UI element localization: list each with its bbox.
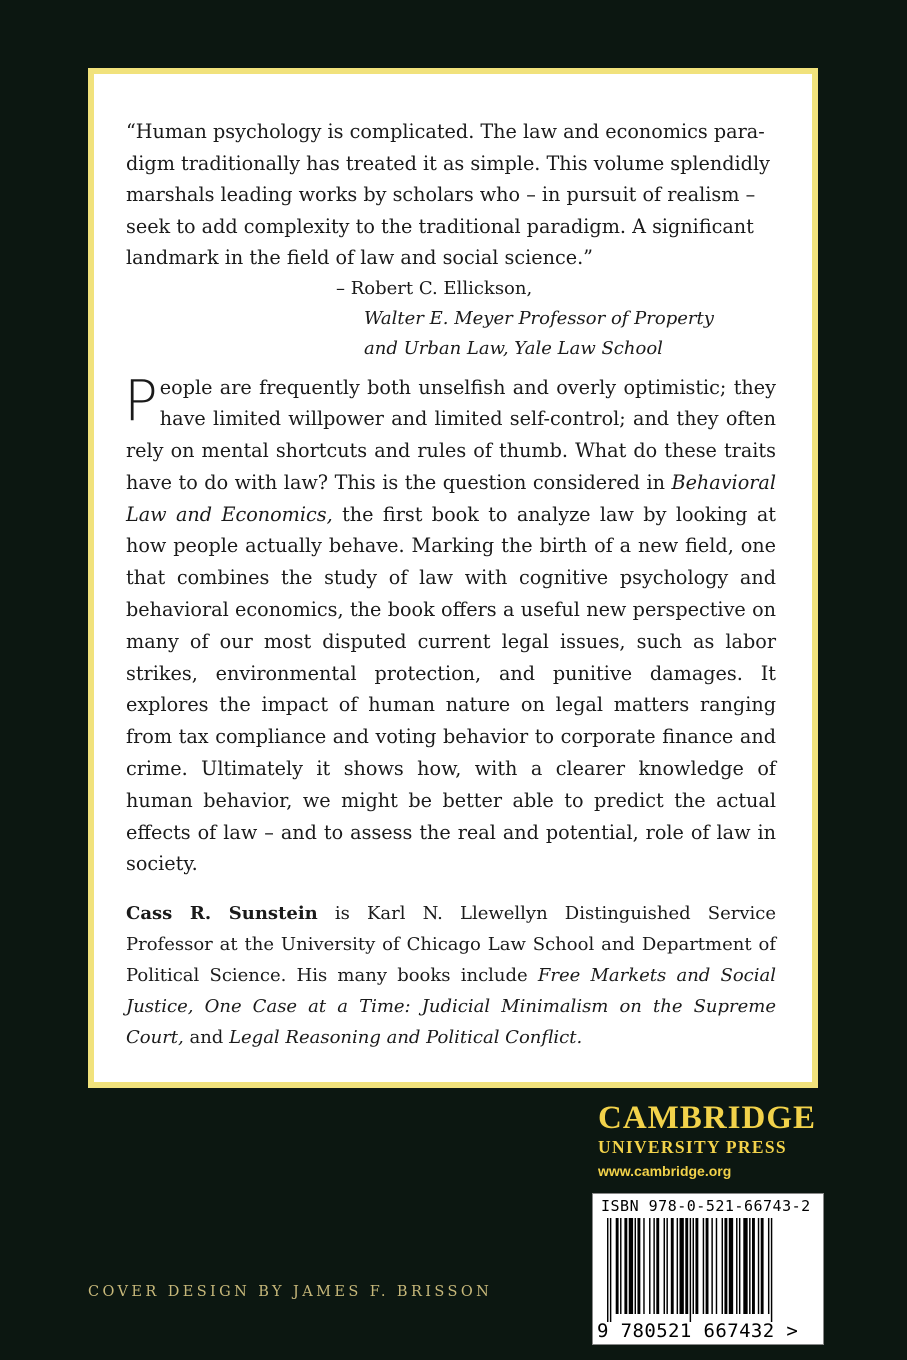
barcode-bar — [743, 1218, 747, 1314]
barcode-bar — [739, 1218, 740, 1314]
barcode-bar — [664, 1218, 665, 1314]
barcode-bar — [752, 1218, 755, 1314]
quote-author-affiliation: and Urban Law, Yale Law School — [364, 337, 663, 359]
quote-author-role: Walter E. Meyer Professor of Property — [364, 307, 714, 329]
barcode-bar — [620, 1218, 621, 1314]
bio-text: is Karl N. Llewellyn Distinguished Service Professor at the University of Chicago Law School and Department of Political Science. His many books include — [126, 903, 777, 987]
barcode-bar — [653, 1218, 654, 1314]
text-panel — [88, 68, 818, 1088]
barcode-bar — [607, 1218, 608, 1322]
barcode-bar — [666, 1218, 667, 1314]
quote-line: landmark in the field of law and social science.” — [126, 246, 593, 269]
barcode-bar — [716, 1218, 717, 1314]
barcode-bar — [736, 1218, 737, 1314]
cover-design-credit: COVER DESIGN BY JAMES F. BRISSON — [88, 1284, 493, 1300]
quote-line: digm traditionally has treated it as simple. This volume splendidly — [126, 151, 770, 175]
barcode-bar — [722, 1218, 723, 1314]
barcode-bar — [629, 1218, 633, 1314]
barcode-bar — [643, 1218, 644, 1314]
barcode-bar — [690, 1218, 691, 1322]
description-text-continued: the first book to analyze law by looking at how people actually behave. Marking the birth of a new field, one that combines the study of law with cognitive psychology and behavioral economics, the book offers a useful new perspective on many of our most disputed current legal issues, such as labor strikes, environmental protection, and punitive damages. It explores the impact of human nature on legal matters ranging from tax compliance and voting behavior to corporate finance and crime. Ultimately it shows how, with a clearer knowledge of human behavior, we might be better able to predict the actual effects of law – and to assess the real and potential, role of law in society. — [126, 502, 776, 876]
barcode-bar — [749, 1218, 750, 1314]
book-title: Behavioral Law and Economics, — [126, 470, 776, 526]
barcode-bar — [680, 1218, 684, 1314]
barcode-bar — [771, 1218, 772, 1322]
barcode-bar — [729, 1218, 733, 1314]
quote-attribution — [336, 274, 776, 364]
barcode-bar — [635, 1218, 636, 1314]
quote-line: marshals leading works by scholars who – in pursuit of realism – — [126, 183, 756, 206]
barcode-digits: 9 780521 667432 > — [597, 1320, 799, 1342]
isbn-barcode — [592, 1193, 824, 1345]
barcode-bar — [649, 1218, 650, 1314]
barcode-bar — [677, 1218, 678, 1314]
barcode-bars — [599, 1218, 817, 1322]
barcode-bar — [610, 1218, 611, 1322]
barcode-bar — [685, 1218, 688, 1314]
bio-book-title-last: Legal Reasoning and Political Conflict. — [229, 1027, 583, 1049]
barcode-bar — [703, 1218, 704, 1314]
barcode-bar — [624, 1218, 627, 1314]
author-bio — [126, 898, 776, 1053]
barcode-bar — [706, 1218, 709, 1314]
book-description — [124, 368, 776, 881]
publisher-logo — [598, 1100, 828, 1182]
description-text: eople are frequently both unselfish and overly optimistic; they have limited willpower and limited self-control; and they often rely on mental shortcuts and rules of thumb. What do these traits have to do with law? This is the question considered in — [126, 375, 776, 494]
panel-content — [126, 116, 776, 1053]
drop-cap: P — [124, 368, 158, 434]
publisher-name: CAMBRIDGE — [598, 1100, 817, 1136]
barcode-bar — [693, 1218, 694, 1314]
endorsement-quote — [126, 116, 776, 274]
barcode-bar — [695, 1218, 698, 1314]
barcode-bar — [711, 1218, 712, 1314]
barcode-bar — [616, 1218, 619, 1314]
quote-line: seek to add complexity to the traditional paradigm. A significant — [126, 214, 754, 238]
barcode-bar — [768, 1218, 769, 1314]
quote-line: “Human psychology is complicated. The law and economics para- — [126, 120, 765, 143]
barcode-bar — [758, 1218, 759, 1314]
bio-text-and: and — [183, 1027, 230, 1049]
barcode-bar — [671, 1218, 674, 1314]
quote-author: – Robert C. Ellickson, — [336, 277, 533, 299]
author-name: Cass R. Sunstein — [126, 903, 318, 925]
barcode-bar — [724, 1218, 727, 1314]
barcode-bar — [656, 1218, 659, 1314]
barcode-bar — [637, 1218, 640, 1314]
barcode-bar — [761, 1218, 764, 1314]
bio-book-titles: Free Markets and Social Justice, One Case at a Time: Judicial Minimalism on the Supreme Court, — [126, 965, 776, 1049]
publisher-url: www.cambridge.org — [598, 1163, 732, 1179]
isbn-label: ISBN 978-0-521-66743-2 — [601, 1197, 811, 1215]
publisher-subtitle: UNIVERSITY PRESS — [598, 1137, 787, 1157]
